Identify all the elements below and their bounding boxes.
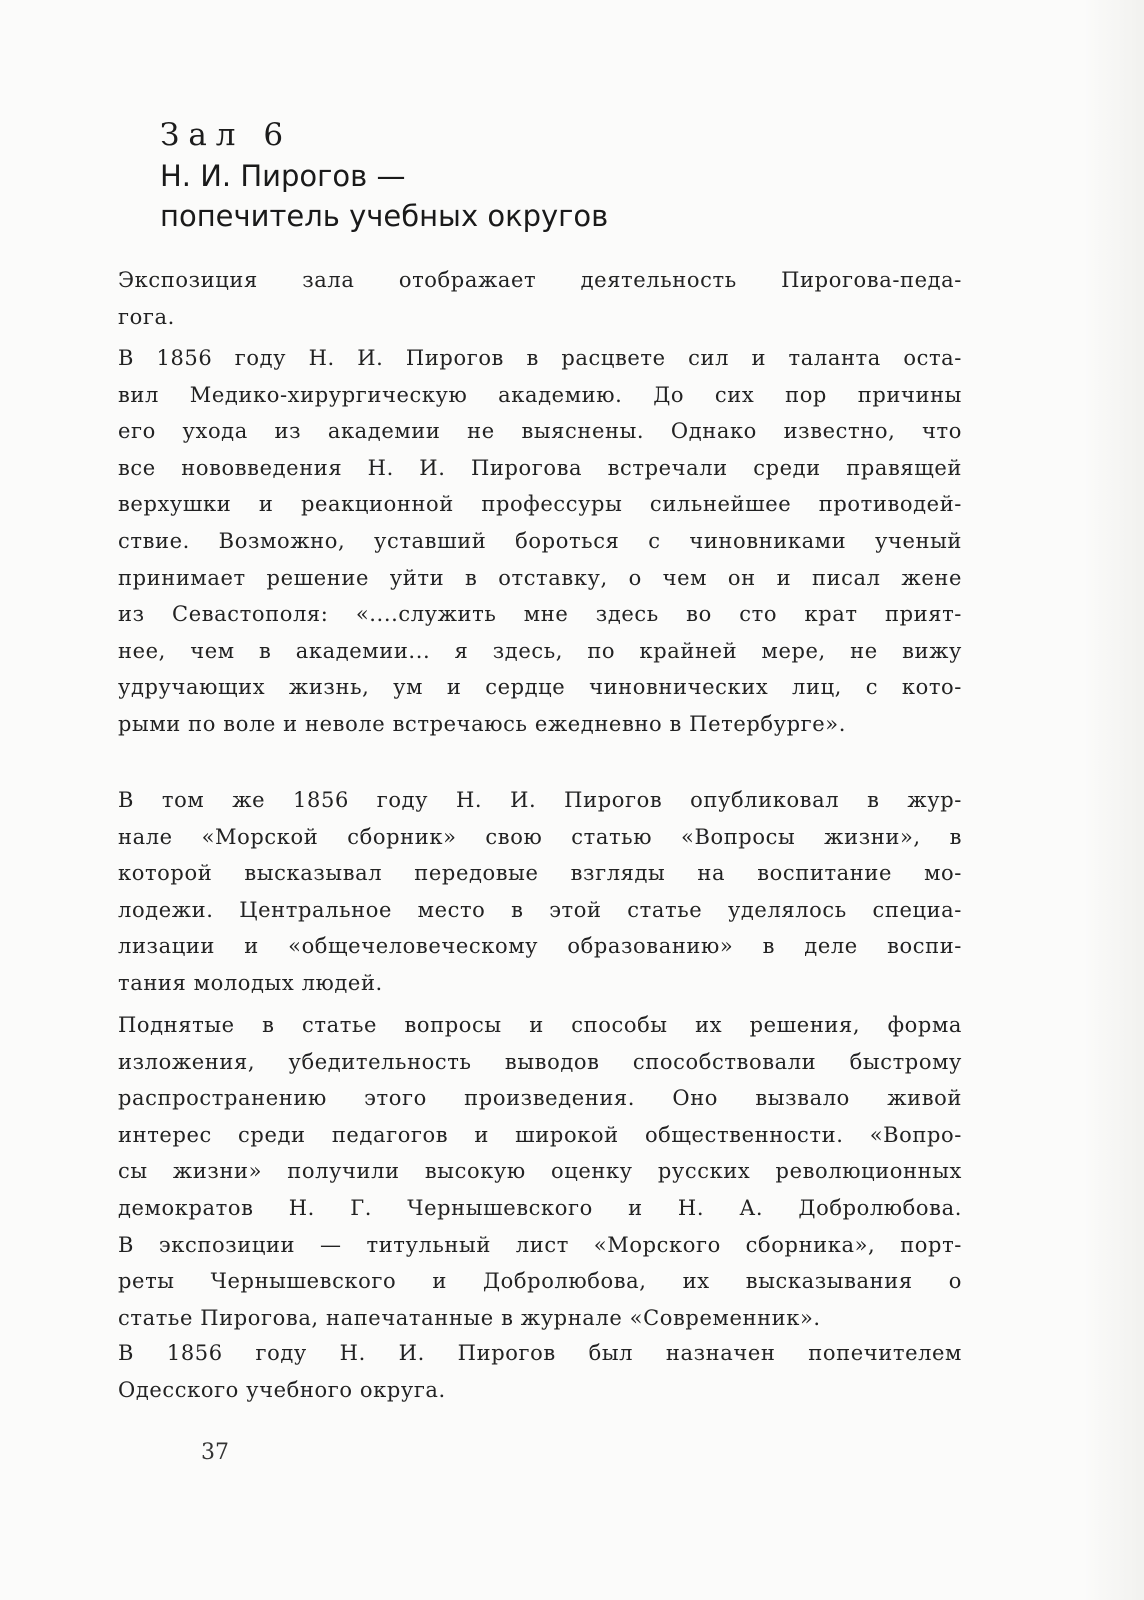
heading-title-line-1: Н. И. Пирогов — (160, 159, 406, 193)
text-line: сы жизни» получили высокую оценку русских революционных (118, 1159, 962, 1184)
text-line: В 1856 году Н. И. Пирогов в расцвете сил и таланта оста- (118, 346, 962, 370)
text-line: верхушки и реакционной профессуры сильнейшее противодей- (118, 492, 962, 517)
text-line: статье Пирогова, напечатанные в журнале «Современник». (118, 1305, 821, 1330)
text-line: лизации и «общечеловеческому образованию» в деле воспи- (118, 934, 962, 959)
paragraph-3 (118, 782, 962, 1002)
text-line: изложения, убедительность выводов способствовали быстрому (118, 1049, 962, 1074)
text-line: реты Чернышевского и Добролюбова, их высказывания о (118, 1269, 962, 1294)
text-line: нале «Морской сборник» свою статью «Вопросы жизни», в (118, 824, 962, 849)
text-line: гога. (118, 304, 175, 329)
text-line: его ухода из академии не выяснены. Однако известно, что (118, 419, 962, 444)
text-line: тания молодых людей. (118, 970, 383, 995)
paragraph-2 (118, 340, 962, 743)
text-line: принимает решение уйти в отставку, о чем он и писал жене (118, 565, 962, 590)
text-line: ствие. Возможно, уставший бороться с чиновниками ученый (118, 528, 962, 553)
text-line: удручающих жизнь, ум и сердце чиновнических лиц, с кото- (118, 675, 962, 700)
text-line: распространению этого произведения. Оно вызвало живой (118, 1086, 962, 1111)
text-line: В экспозиции — титульный лист «Морского сборника», порт- (118, 1232, 962, 1257)
text-line: В том же 1856 году Н. И. Пирогов опубликовал в жур- (118, 788, 962, 812)
text-line: все нововведения Н. И. Пирогова встречали среди правящей (118, 455, 962, 480)
text-line: Одесского учебного округа. (118, 1377, 446, 1402)
paragraph-4 (118, 1007, 962, 1336)
text-line: демократов Н. Г. Чернышевского и Н. А. Добролюбова. (118, 1195, 962, 1220)
text-line: Экспозиция зала отображает деятельность Пирогова-педа- (118, 268, 962, 292)
text-line: Поднятые в статье вопросы и способы их решения, форма (118, 1013, 962, 1037)
text-line: рыми по воле и неволе встречаюсь ежедневно в Петербурге». (118, 711, 847, 736)
text-line: В 1856 году Н. И. Пирогов был назначен попечителем (118, 1341, 962, 1365)
heading-title-line-2: попечитель учебных округов (160, 199, 609, 233)
paragraph-5 (118, 1335, 962, 1408)
text-line: из Севастополя: «....служить мне здесь во сто крат прият- (118, 602, 962, 627)
text-line: лодежи. Центральное место в этой статье уделялось специа- (118, 897, 962, 922)
section-heading (160, 114, 860, 236)
text-line: нее, чем в академии... я здесь, по крайней мере, не вижу (118, 638, 962, 663)
page-number: 37 (201, 1440, 229, 1465)
hall-number: Зал 6 (160, 117, 293, 153)
text-line: которой высказывал передовые взгляды на воспитание мо- (118, 861, 962, 886)
text-line: вил Медико-хирургическую академию. До сих пор причины (118, 382, 962, 407)
page-edge-shadow (1084, 0, 1144, 1600)
paragraph-1 (118, 262, 962, 335)
text-line: интерес среди педагогов и широкой общественности. «Вопро- (118, 1122, 962, 1147)
